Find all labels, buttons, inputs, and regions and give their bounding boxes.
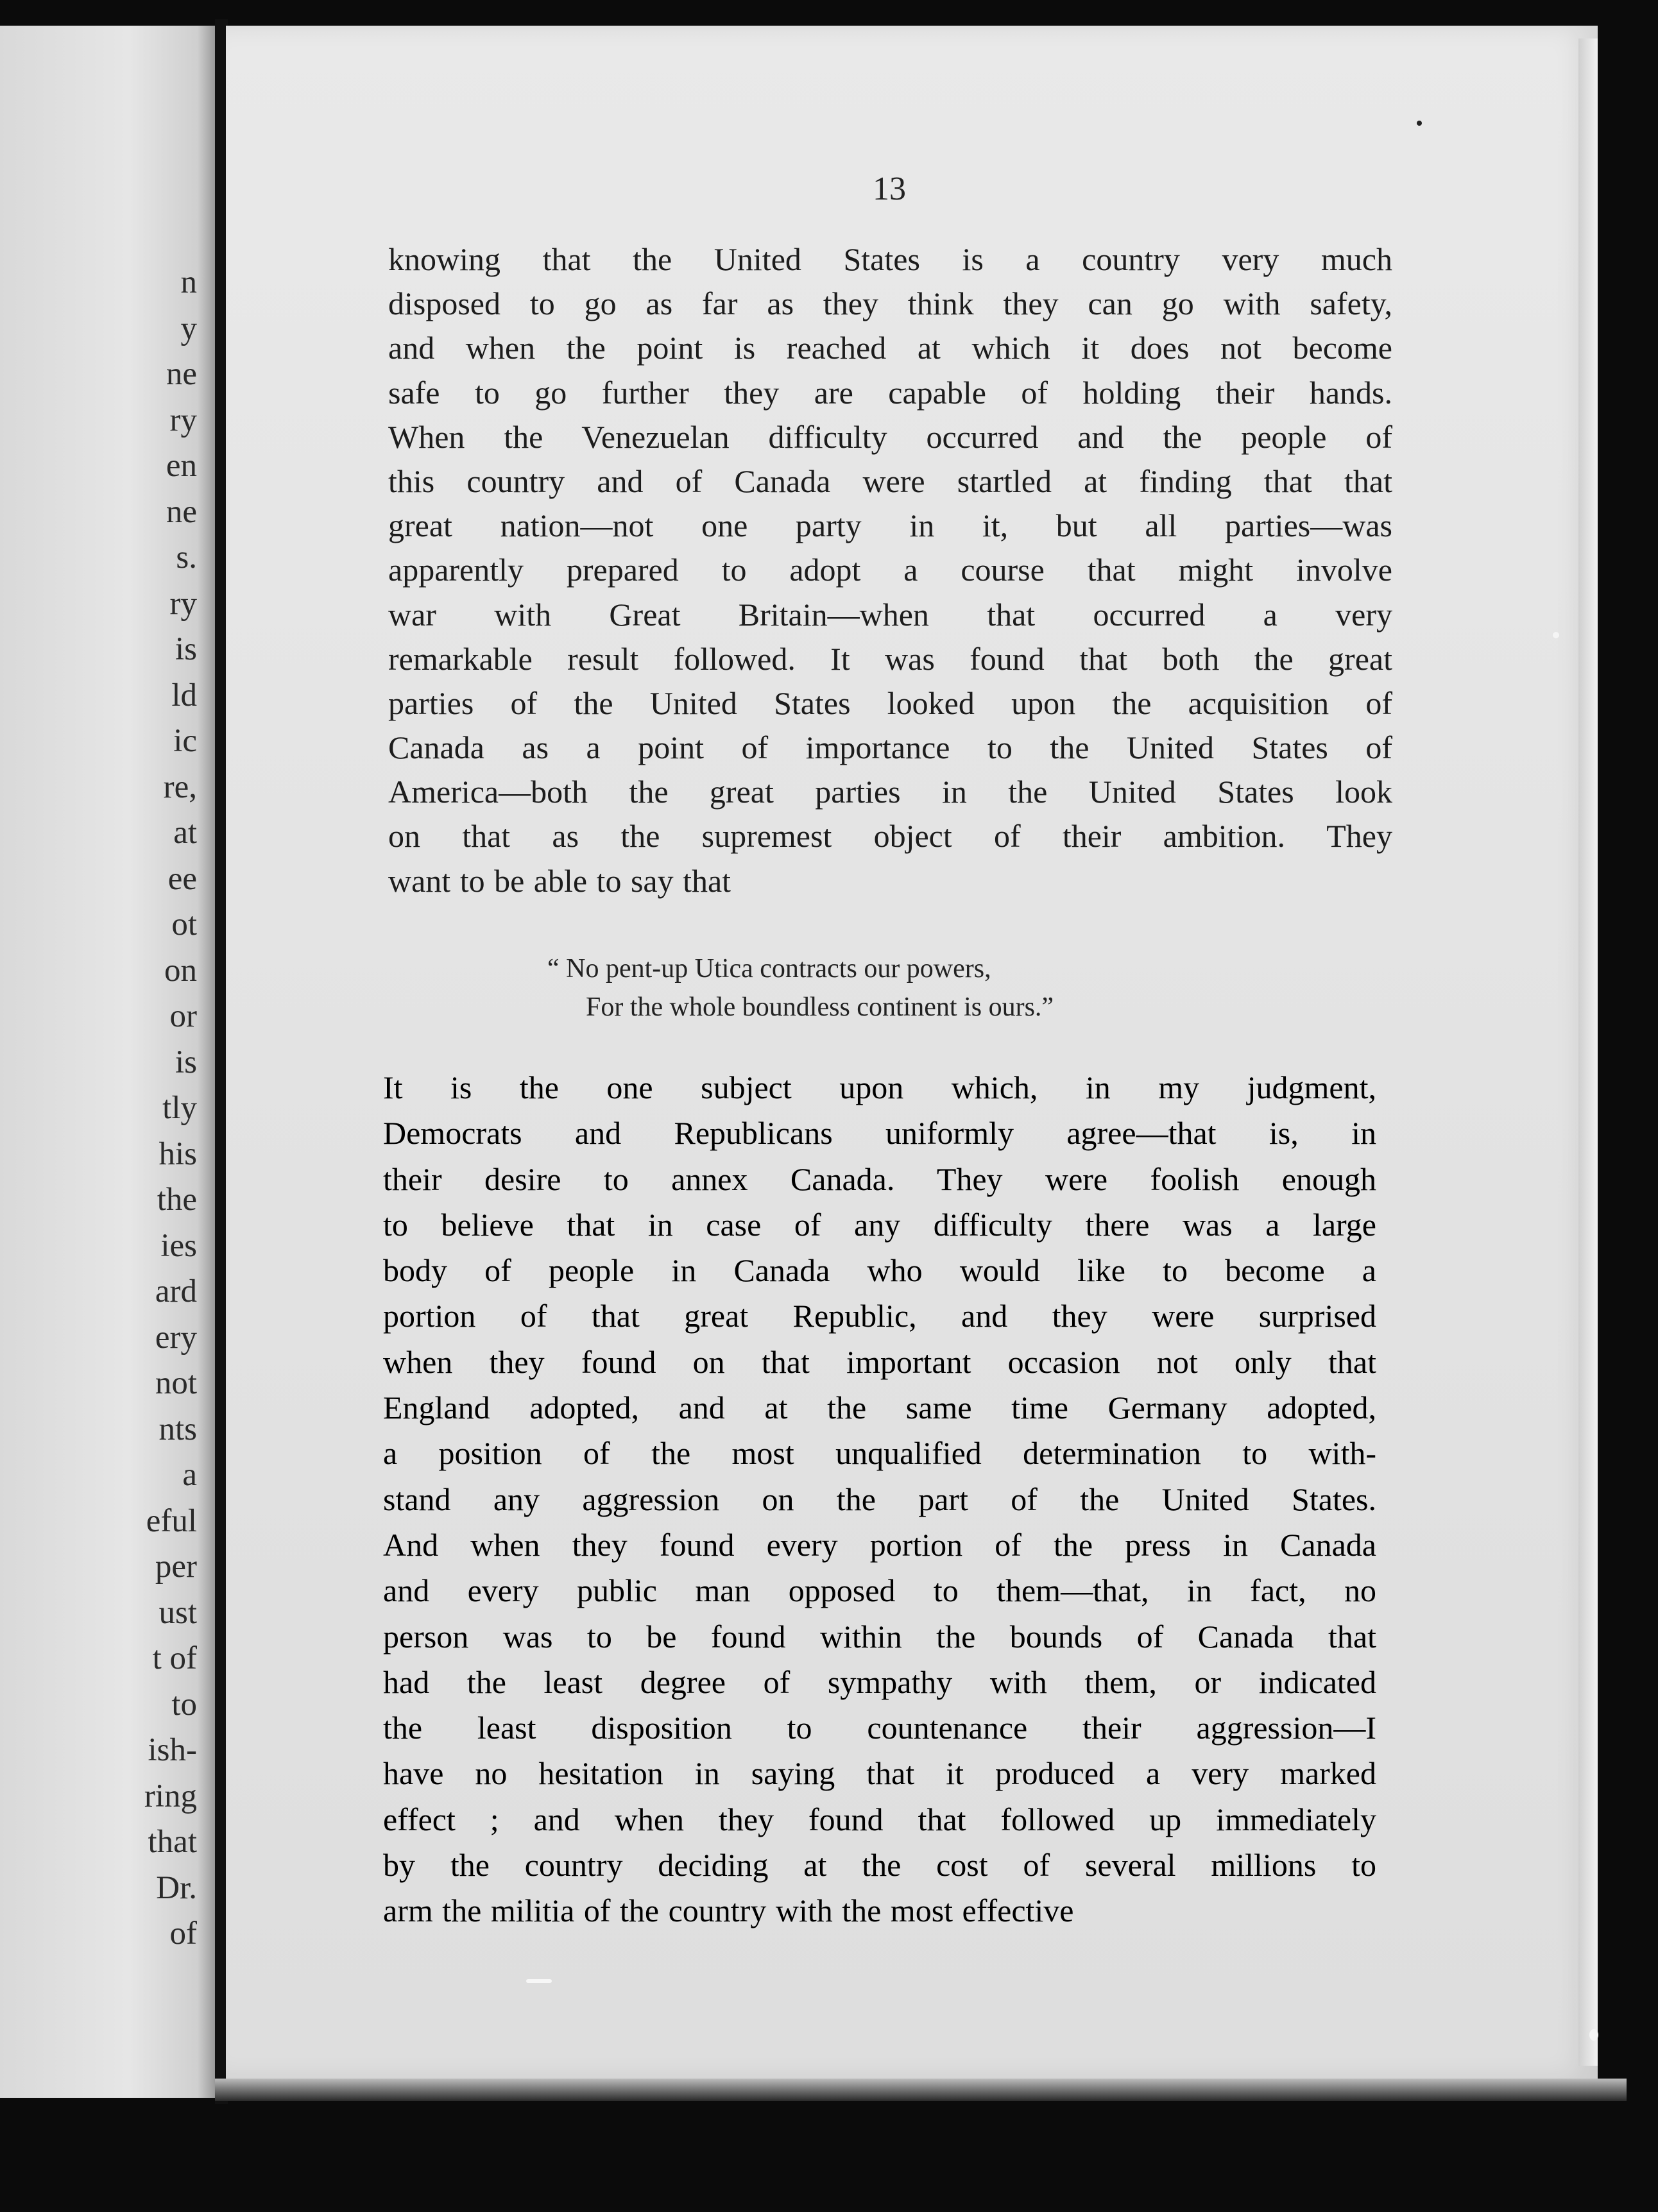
previous-page-fragment: tly — [162, 1090, 197, 1126]
paragraph-1-line: knowing that the United States is a country very much — [388, 241, 1392, 277]
previous-page-fragment: en — [166, 448, 197, 484]
previous-page-fragment: ies — [160, 1227, 197, 1264]
previous-page-fragment: ery — [155, 1319, 197, 1356]
paragraph-1-line: this country and of Canada were startled at finding that that — [388, 463, 1392, 499]
paragraph-2-line: and every public man opposed to them—that, in fact, no — [383, 1572, 1376, 1609]
previous-page-fragment: the — [157, 1182, 197, 1218]
previous-page-fragment: of — [169, 1916, 197, 1952]
paragraph-2-line: arm the militia of the country with the most effective — [383, 1893, 1074, 1929]
page-number: 13 — [873, 171, 906, 207]
previous-page-fragment: per — [155, 1549, 197, 1585]
previous-page-fragment: eful — [146, 1502, 197, 1539]
previous-page-fragment: y — [180, 310, 197, 346]
previous-page-fragment: on — [164, 952, 197, 989]
previous-page-fragment: his — [158, 1136, 197, 1172]
paragraph-1-line: war with Great Britain—when that occurred a very — [388, 596, 1392, 633]
page-bottom-edge — [215, 2079, 1627, 2101]
previous-page-line-ends — [4, 260, 197, 1957]
dust-speck — [1553, 632, 1559, 638]
paragraph-2-line: had the least degree of sympathy with them, or indicated — [383, 1663, 1376, 1700]
paragraph-1-line: great nation—not one party in it, but all parties—was — [388, 507, 1392, 544]
previous-page-fragment: or — [169, 998, 197, 1034]
previous-page-fragment: ld — [171, 677, 197, 713]
paragraph-2-line: have no hesitation in saying that it produced a very marked — [383, 1755, 1376, 1792]
previous-page — [0, 26, 215, 2098]
previous-page-fragment: ee — [167, 860, 197, 897]
paragraph-1-line: and when the point is reached at which it does not become — [388, 330, 1392, 366]
paragraph-1-line: apparently prepared to adopt a course that might involve — [388, 552, 1392, 588]
previous-page-fragment: ring — [144, 1778, 197, 1814]
paragraph-2 — [383, 1065, 1376, 1934]
previous-page-fragment: to — [171, 1686, 197, 1723]
previous-page-fragment: a — [182, 1457, 197, 1493]
quote-line-2: For the whole boundless continent is ours.” — [586, 992, 1054, 1022]
paragraph-2-line: a position of the most unqualified determination to with- — [383, 1435, 1376, 1472]
previous-page-fragment: s. — [176, 540, 197, 575]
paragraph-2-line: England adopted, and at the same time Germany adopted, — [383, 1390, 1376, 1426]
paragraph-2-line: when they found on that important occasion not only that — [383, 1343, 1376, 1380]
paragraph-1-line: want to be able to say that — [388, 862, 731, 899]
paragraph-2-line: their desire to annex Canada. They were foolish enough — [383, 1161, 1376, 1197]
previous-page-fragment: ard — [155, 1273, 197, 1309]
paragraph-1 — [388, 237, 1392, 903]
paragraph-1-line: safe to go further they are capable of holding their hands. — [388, 374, 1392, 411]
verse-quotation — [547, 949, 1253, 1026]
previous-page-fragment: Dr. — [156, 1869, 197, 1906]
paragraph-2-line: to believe that in case of any difficulty there was a large — [383, 1206, 1376, 1243]
paragraph-2-line: body of people in Canada who would like to become a — [383, 1252, 1376, 1289]
paragraph-2-line: by the country deciding at the cost of several millions to — [383, 1847, 1376, 1884]
previous-page-fragment: ic — [173, 723, 197, 759]
paragraph-1-line: When the Venezuelan difficulty occurred and the people of — [388, 418, 1392, 455]
previous-page-fragment: ot — [171, 906, 197, 942]
previous-page-fragment: ne — [166, 493, 197, 530]
paragraph-2-line: portion of that great Republic, and they were surprised — [383, 1298, 1376, 1334]
previous-page-fragment: ust — [158, 1594, 197, 1631]
paragraph-1-line: remarkable result followed. It was found that both the great — [388, 640, 1392, 677]
previous-page-fragment: re, — [163, 769, 197, 805]
previous-page-fragment: ry — [169, 402, 197, 438]
paragraph-1-line: on that as the supremest object of their ambition. They — [388, 818, 1392, 855]
paragraph-1-line: parties of the United States looked upon the acquisition of — [388, 685, 1392, 721]
previous-page-fragment: t of — [152, 1640, 197, 1676]
paragraph-1-line: disposed to go as far as they think they can go with safety, — [388, 285, 1392, 322]
previous-page-fragment: is — [175, 1044, 197, 1080]
previous-page-fragment: nts — [158, 1411, 197, 1447]
previous-page-fragment: not — [155, 1365, 197, 1401]
previous-page-fragment: ne — [166, 356, 197, 392]
paragraph-2-line: person was to be found within the bounds of Canada that — [383, 1618, 1376, 1655]
paragraph-2-line: the least disposition to countenance their aggression—I — [383, 1710, 1376, 1746]
dust-speck — [1589, 2029, 1598, 2041]
paragraph-2-line: stand any aggression on the part of the United States. — [383, 1481, 1376, 1517]
paragraph-2-line: effect ; and when they found that followed up immediately — [383, 1801, 1376, 1837]
paragraph-1-line: Canada as a point of importance to the United States of — [388, 729, 1392, 766]
previous-page-fragment: at — [173, 815, 197, 851]
page-edge — [1578, 38, 1598, 2066]
dust-speck — [526, 1979, 552, 1983]
previous-page-fragment: ry — [169, 585, 197, 622]
paragraph-1-line: America—both the great parties in the United States look — [388, 774, 1392, 810]
previous-page-fragment: ish- — [148, 1732, 197, 1768]
previous-page-fragment: n — [180, 264, 197, 300]
previous-page-fragment: that — [148, 1824, 197, 1860]
previous-page-fragment: is — [175, 631, 197, 667]
paragraph-2-line: It is the one subject upon which, in my judgment, — [383, 1069, 1376, 1105]
quote-line-1: “ No pent-up Utica contracts our powers, — [547, 954, 991, 983]
dust-speck — [1417, 121, 1422, 126]
paragraph-2-line: Democrats and Republicans uniformly agree—that is, in — [383, 1115, 1376, 1152]
paragraph-2-line: And when they found every portion of the press in Canada — [383, 1526, 1376, 1563]
